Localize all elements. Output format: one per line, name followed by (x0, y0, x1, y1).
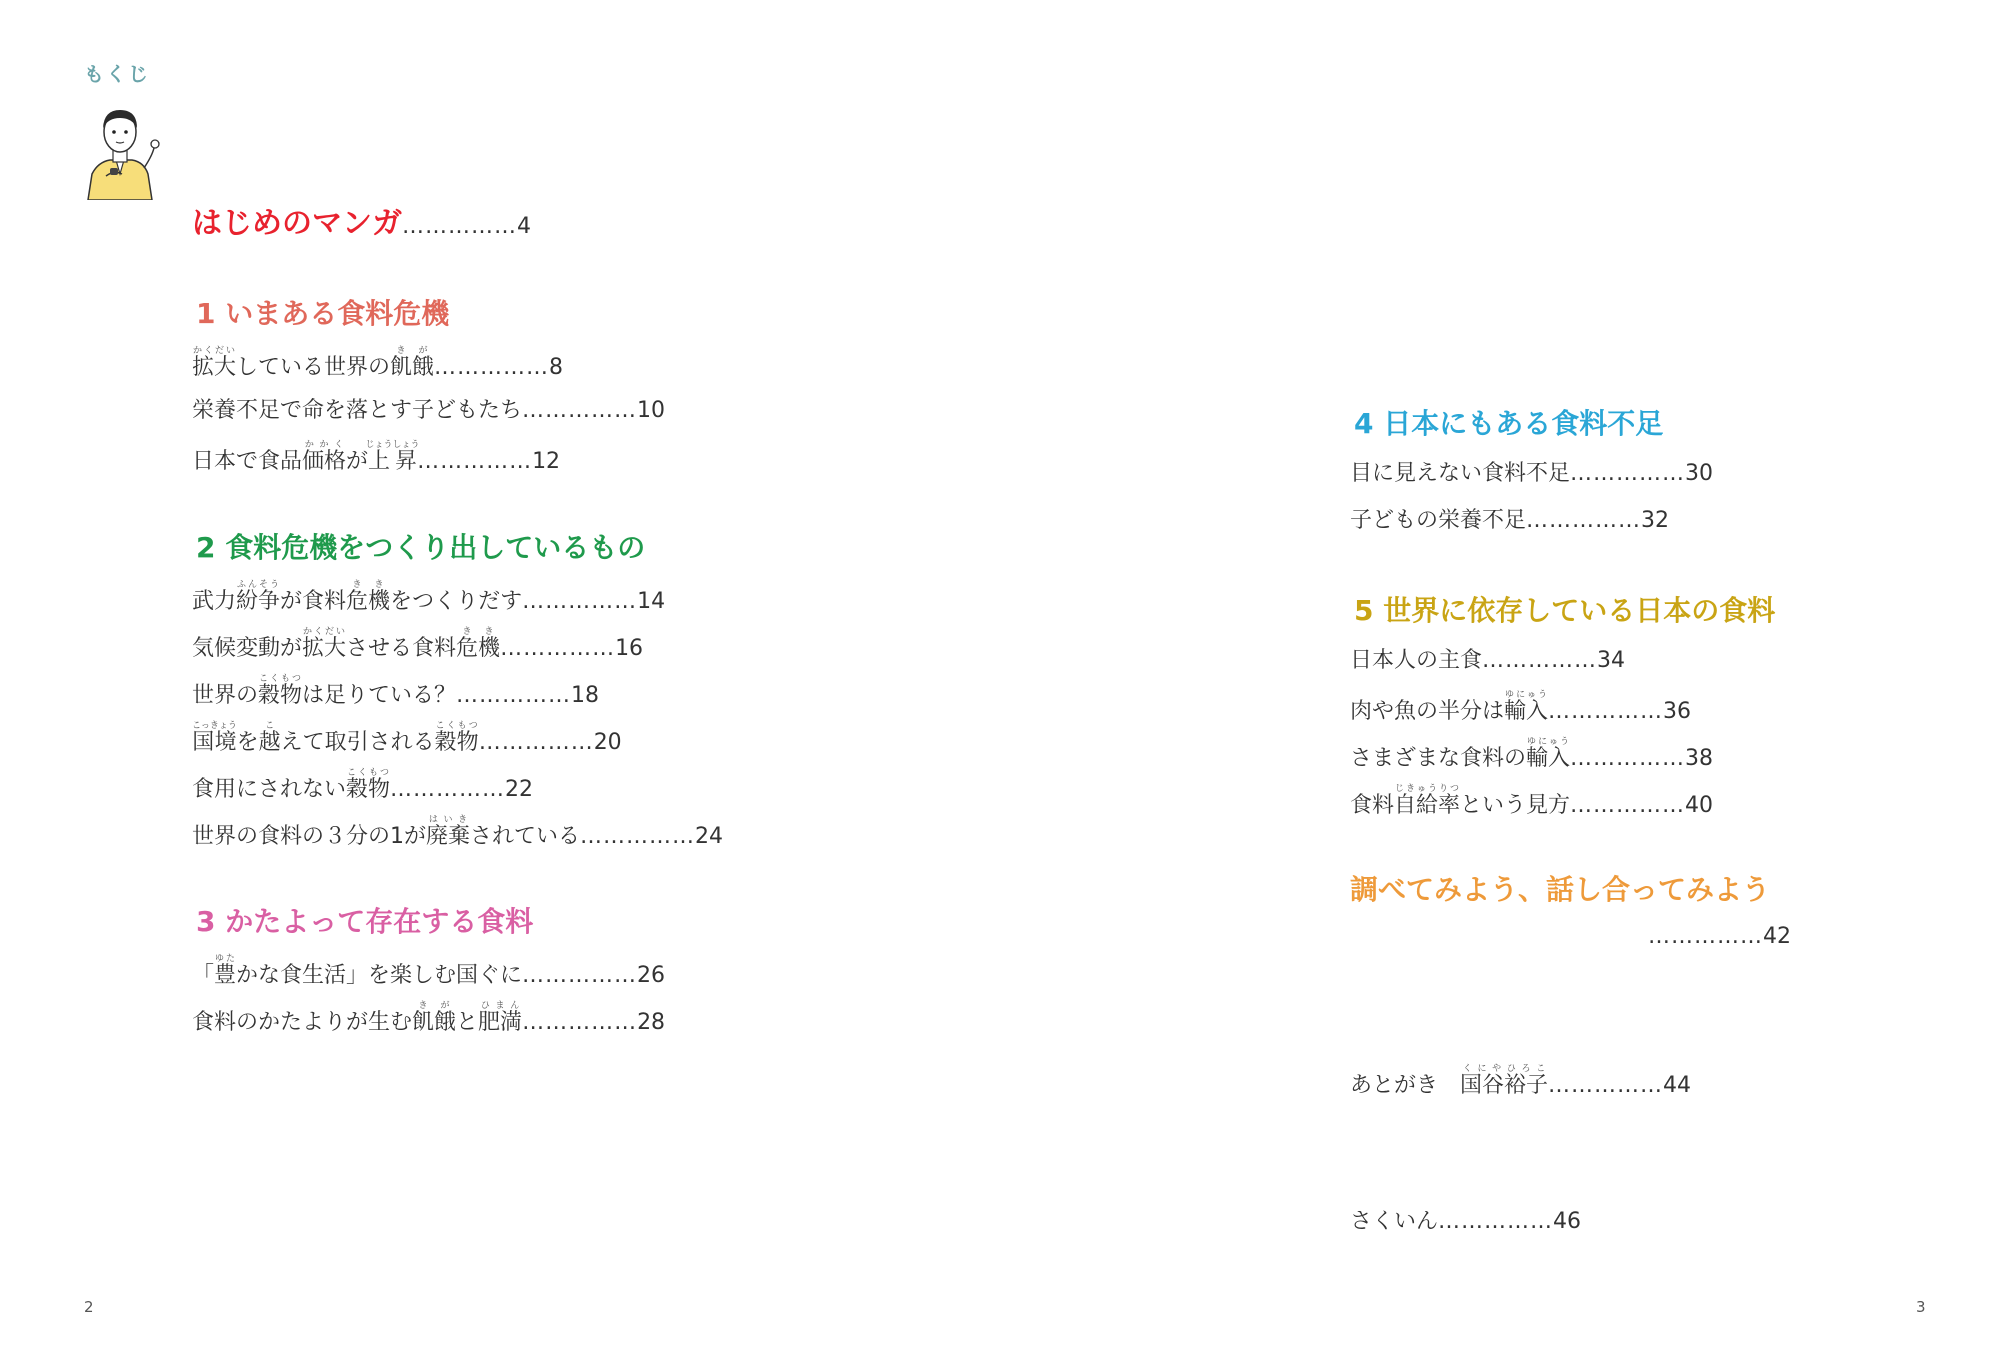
toc-entry[interactable]: 国境こっきょうを越こえて取引される穀物こくもつ……………20 (192, 721, 622, 755)
leader-dots: …………… (402, 214, 517, 239)
toc-entry[interactable] (1350, 643, 1625, 674)
toc-entry-afterword[interactable]: あとがき 国谷裕子くにやひろこ……………44 (1350, 1064, 1692, 1098)
entry-text: 栄養不足で命を落とす子どもたち (192, 398, 523, 423)
page-number: 40 (1685, 793, 1714, 818)
leader-dots: …………… (1570, 793, 1686, 818)
page-number: 14 (637, 589, 666, 614)
toc-entry[interactable]: さまざまな食料の輸入ゆにゅう……………38 (1350, 737, 1714, 771)
toc-entry[interactable]: 食料のかたよりが生む飢餓きがと肥満ひまん……………28 (192, 1001, 666, 1035)
toc-entry[interactable]: 食用にされない穀物こくもつ……………22 (192, 768, 534, 802)
toc-entry-index[interactable] (1350, 1204, 1581, 1235)
toc-entry[interactable]: 食料自給率じきゅうりつという見方……………40 (1350, 784, 1714, 818)
page-number: 30 (1685, 461, 1714, 486)
section-heading-5: 5 世界に依存している日本の食料 (1354, 594, 1776, 627)
section-heading-1: 1 いまある食料危機 (196, 297, 450, 330)
leader-dots: …………… (390, 777, 506, 802)
page-number: 46 (1553, 1209, 1582, 1234)
entry-text: 子どもの栄養不足 (1350, 508, 1527, 533)
section-heading-4: 4 日本にもある食料不足 (1354, 407, 1664, 440)
page-number: 34 (1597, 648, 1626, 673)
page-number: 28 (637, 1010, 666, 1035)
page-folio-right: 3 (1916, 1298, 1926, 1316)
leader-dots: …………… (1438, 1209, 1554, 1234)
page-number: 12 (532, 449, 561, 474)
leader-dots: …………… (522, 589, 638, 614)
toc-entry-manga[interactable] (192, 198, 531, 242)
toc-entry[interactable] (1350, 503, 1669, 534)
leader-dots: …………… (434, 355, 550, 380)
leader-dots: …………… (522, 1010, 638, 1035)
investigate-heading: 調べてみよう、話し合ってみよう (1350, 873, 1771, 906)
leader-dots: …………… (1482, 648, 1598, 673)
leader-dots: …………… (522, 963, 638, 988)
page-number: 26 (637, 963, 666, 988)
toc-entry[interactable]: 武力紛争ふんそうが食料危機ききをつくりだす……………14 (192, 580, 666, 614)
leader-dots: …………… (1548, 1073, 1664, 1098)
page-number: 18 (571, 683, 600, 708)
leader-dots: …………… (522, 398, 638, 423)
leader-dots: …………… (1570, 461, 1686, 486)
page-number: 24 (695, 824, 724, 849)
page-number: 20 (593, 730, 622, 755)
page-number: 22 (505, 777, 534, 802)
page-number: 44 (1663, 1073, 1692, 1098)
page-number: 16 (615, 636, 644, 661)
page-folio-left: 2 (84, 1298, 94, 1316)
manga-title: はじめのマンガ (192, 206, 402, 241)
section-heading-3: 3 かたよって存在する食料 (196, 905, 534, 938)
page-number: 4 (517, 214, 531, 239)
toc-entry[interactable] (192, 393, 665, 424)
section-heading-2: 2 食料危機をつくり出しているもの (196, 531, 646, 564)
page-number: 8 (549, 355, 564, 380)
toc-entry[interactable]: 肉や魚の半分は輸入ゆにゅう……………36 (1350, 690, 1692, 724)
toc-entry[interactable]: 世界の食料の３分の1が廃棄はいきされている……………24 (192, 815, 724, 849)
toc-entry[interactable]: 世界の穀物こくもつは足りている？……………18 (192, 674, 600, 708)
leader-dots: …………… (500, 636, 616, 661)
page-number: 36 (1663, 699, 1692, 724)
toc-entry[interactable]: 「豊ゆたかな食生活」を楽しむ国ぐに……………26 (192, 954, 666, 988)
toc-entry[interactable]: 拡大かくだいしている世界の飢餓きが……………8 (192, 346, 564, 380)
leader-dots: …………… (456, 683, 572, 708)
leader-dots: …………… (1570, 746, 1686, 771)
page-number: 38 (1685, 746, 1714, 771)
leader-dots: …………… (1648, 924, 1763, 949)
leader-dots: …………… (417, 449, 533, 474)
entry-text: さくいん (1350, 1209, 1439, 1234)
toc-entry[interactable] (1350, 456, 1713, 487)
page-number: 10 (637, 398, 666, 423)
entry-text: 目に見えない食料不足 (1350, 461, 1571, 486)
header-label: もくじ (84, 62, 150, 86)
toc-entry[interactable]: 気候変動が拡大かくだいさせる食料危機きき……………16 (192, 627, 644, 661)
toc-entry[interactable]: 日本で食品価格かかくが上昇じょうしょう……………12 (192, 440, 561, 474)
leader-dots: …………… (1526, 508, 1642, 533)
page-number: 32 (1641, 508, 1670, 533)
leader-dots: …………… (478, 730, 594, 755)
mascot-illustration (80, 104, 162, 200)
page-number: 42 (1763, 924, 1791, 949)
leader-dots: …………… (580, 824, 696, 849)
toc-entry-investigate[interactable] (1648, 924, 1791, 949)
entry-text: 日本人の主食 (1350, 648, 1483, 673)
leader-dots: …………… (1548, 699, 1664, 724)
